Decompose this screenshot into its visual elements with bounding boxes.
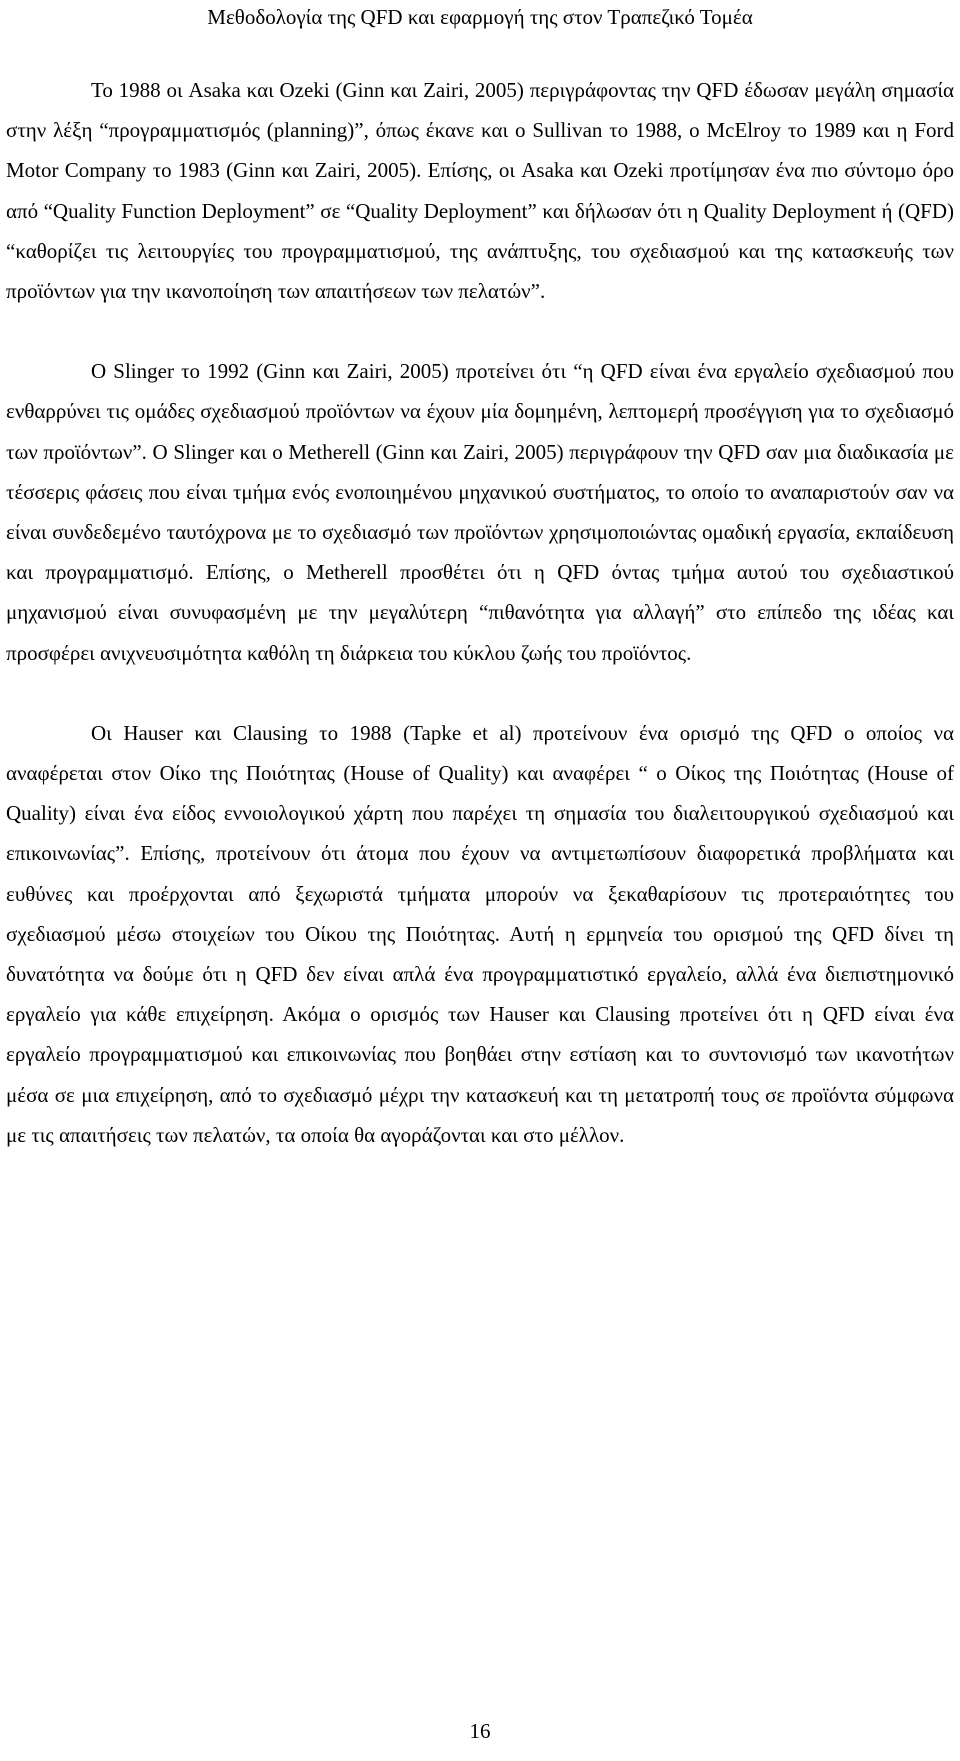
paragraph-asaka-ozeki: Το 1988 οι Asaka και Ozeki (Ginn και Zairi, 2005) περιγράφοντας την QFD έδωσαν μεγάλη σημασία στην λέξη “προγραμματισμός (planning)”, όπως έκανε και ο Sullivan το 1988, ο McElroy το 1989 και η Ford Motor Company το 1983 (Ginn και Zairi, 2005). Επίσης, οι Asaka και Ozeki προτίμησαν ένα πιο σύντομο όρο από “Quality Function Deployment” σε “Quality Deployment” και δήλωσαν ότι η Quality Deployment ή (QFD) “καθορίζει τις λειτουργίες του προγραμματισμού, της ανάπτυξης, του σχεδιασμού και της κατασκευής των προϊόντων για την ικανοποίηση των απαιτήσεων των πελατών”. (6, 78, 954, 304)
page-number: 16 (469, 1719, 491, 1743)
paragraph-slinger: O Slinger το 1992 (Ginn και Zairi, 2005) προτείνει ότι “η QFD είναι ένα εργαλείο σχεδιασμού που ενθαρρύνει τις ομάδες σχεδιασμού προϊόντων να έχουν μία δομημένη, λεπτομερή προσέγγιση για το σχεδιασμό των προϊόντων”. Ο Slinger και ο Metherell (Ginn και Zairi, 2005) περιγράφουν την QFD σαν μια διαδικασία με τέσσερις φάσεις που είναι τμήμα ενός ενοποιημένου μηχανικού συστήματος, το οποίο το αναπαριστούν σαν να είναι συνδεδεμένο ταυτόχρονα με το σχεδιασμό των προϊόντων χρησιμοποιώντας ομαδική εργασία, εκπαίδευση και προγραμματισμό. Επίσης, ο Metherell προσθέτει ότι η QFD όντας τμήμα αυτού του σχεδιαστικού μηχανισμού είναι συνυφασμένη με την μεγαλύτερη “πιθανότητα για αλλαγή” στο επίπεδο της ιδέας και προσφέρει ανιχνευσιμότητα καθόλη τη διάρκεια του κύκλου ζωής του προϊόντος. (6, 359, 954, 665)
paragraph-hauser-clausing: Οι Hauser και Clausing το 1988 (Tapke et al) προτείνουν ένα ορισμό της QFD ο οποίος να αναφέρεται στον Οίκο της Ποιότητας (House of Quality) και αναφέρει “ ο Οίκος της Ποιότητας (House of Quality) είναι ένα είδος εννοιολογικού χάρτη που παρέχει τη σημασία του διαλειτουργικού σχεδιασμού και επικοινωνίας”. Επίσης, προτείνουν ότι άτομα που έχουν να αντιμετωπίσουν διαφορετικά προβλήματα και ευθύνες και προέρχονται από ξεχωριστά τμήματα μπορούν να ξεκαθαρίσουν τις προτεραιότητες του σχεδιασμού μέσω στοιχείων του Οίκου της Ποιότητας. Αυτή η ερμηνεία του ορισμού της QFD δίνει τη δυνατότητα να δούμε ότι η QFD δεν είναι απλά ένα προγραμματιστικό εργαλείο, αλλά ένα διεπιστημονικό εργαλείο για κάθε επιχείρηση. Ακόμα ο ορισμός των Hauser και Clausing προτείνει ότι η QFD είναι ένα εργαλείο προγραμματισμού και επικοινωνίας που βοηθάει στην εστίαση και το συντονισμό των ικανοτήτων μέσα σε μια επιχείρηση, από το σχεδιασμό μέχρι την κατασκευή και τη μετατροπή τους σε προϊόντα σύμφωνα με τις απαιτήσεις των πελατών, τα οποία θα αγοράζονται και στο μέλλον. (6, 720, 954, 1147)
running-header: Μεθοδολογία της QFD και εφαρμογή της στον Τραπεζικό Τομέα (207, 5, 753, 29)
document-body (6, 70, 954, 1195)
